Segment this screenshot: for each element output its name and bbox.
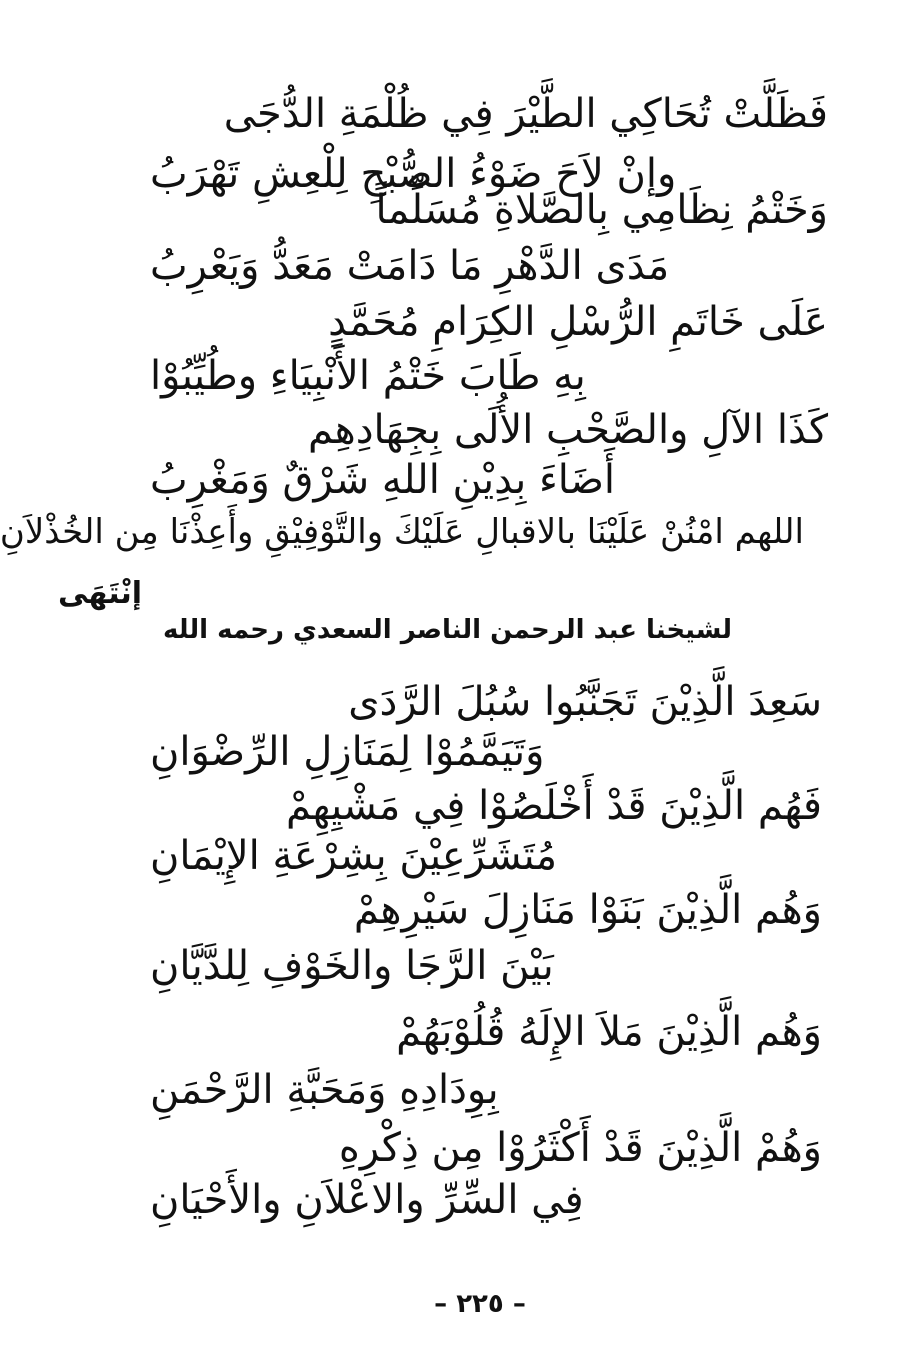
poem1-line-7: كَذَا الآلِ والصَّحْبِ الأُلَى بِجِهَادِهِم [308,407,828,453]
poem2-line-3: فَهُم الَّذِيْنَ قَدْ أَخْلَصُوْا فِي مَشْيِهِمْ [286,783,822,829]
poem2-line-1: سَعِدَ الَّذِيْنَ تَجَنَّبُوا سُبُلَ الرَّدَى [348,679,822,725]
poem1-line-2: وإنْ لاَحَ ضَوْءُ الصُّبْحِ لِلْعِشِ تَهْرَبُ [150,151,677,197]
poem2-line-8: بِوِدَادِهِ وَمَحَبَّةِ الرَّحْمَنِ [150,1067,499,1113]
poem1-line-5: عَلَى خَاتَمِ الرُّسْلِ الكِرَامِ مُحَمَّدٍ [328,299,828,345]
poem1-line-8: أَضَاءَ بِدِيْنِ اللهِ شَرْقٌ وَمَغْرِبُ [150,457,616,503]
poem2-line-4: مُتَشَرِّعِيْنَ بِشِرْعَةِ الإِيْمَانِ [150,833,558,879]
page-number: – ٢٢٥ – [434,1289,526,1319]
poem2-line-5: وَهُم الَّذِيْنَ بَنَوْا مَنَازِلَ سَيْرِهِمْ [353,887,822,933]
poem1-line-6: بِهِ طَابَ خَتْمُ الأَنْبِيَاءِ وطُيِّبُوْا [150,353,586,399]
closing-prayer: اللهم امْنُنْ عَلَيْنَا بالاقبالِ عَلَيْكَ والتَّوْفِيْقِ وأَعِذْنَا مِن الخُذْلاَنِ [0,512,804,552]
poem2-line-10: فِي السِّرِّ والاعْلاَنِ والأَحْيَانِ [150,1177,584,1223]
poem1-line-4: مَدَى الدَّهْرِ مَا دَامَتْ مَعَدُّ وَيَعْرِبُ [150,243,670,289]
poem1-line-3: وَخَتْمُ نِظَامِي بِالصَّلاةِ مُسَلِّماً [375,187,828,233]
poem2-line-6: بَيْنَ الرَّجَا والخَوْفِ لِلدَّيَّانِ [150,943,554,989]
poem2-line-9: وَهُمْ الَّذِيْنَ قَدْ أَكْثَرُوْا مِن ذِكْرِهِ [338,1125,822,1171]
poem2-line-7: وَهُم الَّذِيْنَ مَلاَ الإِلَهُ قُلُوْبَهُمْ [396,1009,822,1055]
attribution-heading: لشيخنا عبد الرحمن الناصر السعدي رحمه الله [162,615,732,645]
poem1-line-1: فَظَلَّتْ تُحَاكِي الطَّيْرَ فِي ظُلْمَةِ الدُّجَى [223,91,828,137]
ending-heading: إنْتَهَى [58,576,142,611]
poem2-line-2: وَتَيَمَّمُوْا لِمَنَازِلِ الرِّضْوَانِ [150,729,545,775]
